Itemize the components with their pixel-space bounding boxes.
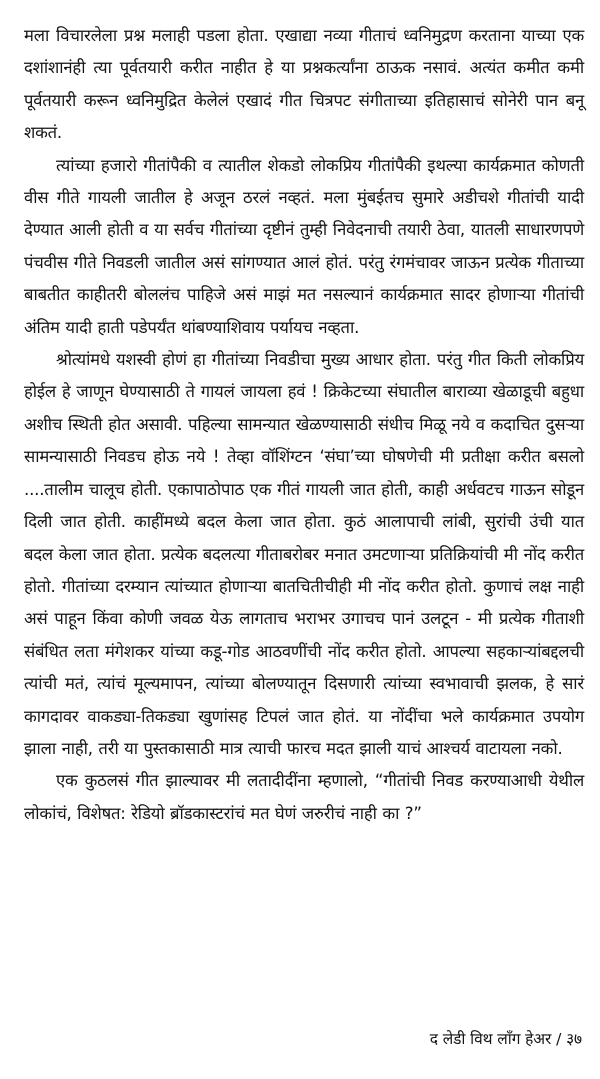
page-footer: द लेडी विथ लाँग हेअर / ३७ xyxy=(429,1030,582,1048)
paragraph-3: श्रोत्यांमधे यशस्वी होणं हा गीतांच्या निवडीचा मुख्य आधार होता. परंतु गीत किती लोकप्रिय होईल हे जाणून घेण्यासाठी ते गायलं जायला हवं ! क्रिकेटच्या संघातील बाराव्या खेळाडूची बहुधा अशीच स्थिती होत असावी. पहिल्या सामन्यात खेळण्यासाठी संधीच मिळू नये व कदाचित दुसऱ्या सामन्यासाठी निवडच होऊ नये ! तेव्हा वॉशिंग्टन ‘संघा’च्या घोषणेची मी प्रतीक्षा करीत बसलो ....तालीम चालूच होती. एकापाठोपाठ एक गीतं गायली जात होती, काही अर्धवटच गाऊन सोडून दिली जात होती. काहींमध्ये बदल केला जात होता. कुठं आलापाची लांबी, सुरांची उंची यात बदल केला जात होता. प्रत्येक बदलत्या गीताबरोबर मनात उमटणाऱ्या प्रतिक्रियांची मी नोंद करीत होतो. गीतांच्या दरम्यान त्यांच्यात होणाऱ्या बातचितीचीही मी नोंद करीत होतो. कुणाचं लक्ष नाही असं पाहून किंवा कोणी जवळ येऊ लागताच भराभर उगाचच पानं उलटून - मी प्रत्येक गीताशी संबंधित लता मंगेशकर यांच्या कडू-गोड आठवणींची नोंद करीत होतो. आपल्या सहकाऱ्यांबद्दलची त्यांची मतं, त्यांचं मूल्यमापन, त्यांच्या बोलण्यातून दिसणारी त्यांच्या स्वभावाची झलक, हे सारं कागदावर वाकड्या-तिकड्या खुणांसह टिपलं जात होतं. या नोंदींचा भले कार्यक्रमात उपयोग झाला नाही, तरी या पुस्तकासाठी मात्र त्याची फारच मदत झाली याचं आश्चर्य वाटायला नको. xyxy=(24,350,584,758)
paragraph-1: मला विचारलेला प्रश्न मलाही पडला होता. एखाद्या नव्या गीताचं ध्वनिमुद्रण करताना याच्या एक दशांशानंही त्या पूर्वतयारी करीत नाहीत हे या प्रश्नकर्त्यांना ठाऊक नसावं. अत्यंत कमीत कमी पूर्वतयारी करून ध्वनिमुद्रित केलेलं एखादं गीत चित्रपट संगीताच्या इतिहासाचं सोनेरी पान बनू शकतं. xyxy=(24,26,584,143)
paragraph-4: एक कुठलसं गीत झाल्यावर मी लतादीदींना म्हणालो, “गीतांची निवड करण्याआधी येथील लोकांचं, विशेषत: रेडियो ब्रॉडकास्टरांचं मत घेणं जरुरीचं नाही का ?” xyxy=(24,771,584,823)
paragraph-2: त्यांच्या हजारो गीतांपैकी व त्यातील शेकडो लोकप्रिय गीतांपैकी इथल्या कार्यक्रमात कोणती वीस गीते गायली जातील हे अजून ठरलं नव्हतं. मला मुंबईतच सुमारे अडीचशे गीतांची यादी देण्यात आली होती व या सर्वच गीतांच्या दृष्टीनं तुम्ही निवेदनाची तयारी ठेवा, यातली साधारणपणे पंचवीस गीते निवडली जातील असं सांगण्यात आलं होतं. परंतु रंगमंचावर जाऊन प्रत्येक गीताच्या बाबतीत काहीतरी बोललंच पाहिजे असं माझं मत नसल्यानं कार्यक्रमात सादर होणाऱ्या गीतांची अंतिम यादी हाती पडेपर्यंत थांबण्याशिवाय पर्यायच नव्हता. xyxy=(24,155,584,337)
book-page xyxy=(24,20,584,830)
